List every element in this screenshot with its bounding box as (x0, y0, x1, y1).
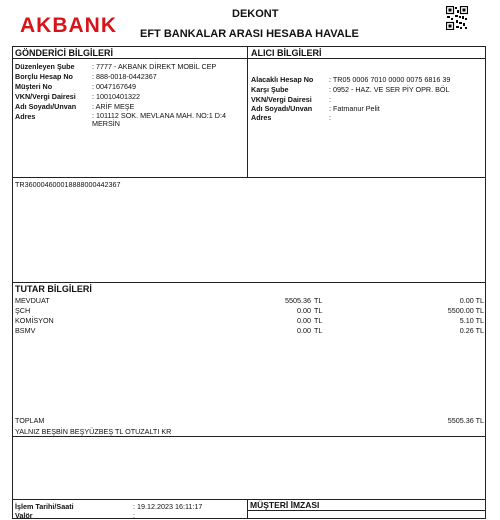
amount-row-label: MEVDUAT (15, 296, 50, 305)
valor-label: Valör (15, 511, 33, 520)
words-underline (12, 436, 486, 437)
amount-row-label: KOMİSYON (15, 316, 54, 325)
akbank-logo: AKBANK (20, 14, 117, 37)
document-title: DEKONT (232, 8, 279, 20)
amount-row-value1: 0.00 (297, 326, 311, 335)
sender-name-value: : ARİF MEŞE (92, 102, 135, 111)
amount-row-value1: 0.00 (297, 316, 311, 325)
amount-row-currency1: TL (314, 306, 323, 315)
footer-top-line (12, 499, 486, 500)
amount-row-value1: 5505.36 (285, 296, 311, 305)
signature-underline (247, 510, 486, 511)
amount-row-currency1: TL (314, 296, 323, 305)
document-subtitle: EFT BANKALAR ARASI HESABA HAVALE (140, 28, 359, 40)
footer-divider (247, 499, 248, 519)
sender-name-label: Adı Soyadı/Unvan (15, 102, 77, 111)
transaction-date-value: : 19.12.2023 16:11:17 (133, 502, 203, 511)
sender-address-value: : 101112 SOK. MEVLANA MAH. NO:1 D:4 MERSİN (92, 111, 226, 128)
amount-row-currency1: TL (314, 326, 323, 335)
receiver-tax-value: : (329, 95, 331, 104)
receiver-heading: ALICI BİLGİLERİ (251, 48, 322, 58)
transfer-description: TR360004600018888000442367 (15, 180, 121, 189)
amount-row-label: ŞCH (15, 306, 31, 315)
sender-account-label: Borçlu Hesap No (15, 72, 73, 81)
receiver-branch-label: Karşı Şube (251, 85, 289, 94)
total-label: TOPLAM (15, 416, 45, 425)
sender-tax-label: VKN/Vergi Dairesi (15, 92, 76, 101)
receiver-tax-label: VKN/Vergi Dairesi (251, 95, 312, 104)
sender-account-value: : 888-0018-0442367 (92, 72, 157, 81)
amounts-heading: TUTAR BİLGİLERİ (15, 284, 92, 294)
receiver-name-value: : Fatmanur Pelit (329, 104, 380, 113)
receiver-account-value: : TR05 0006 7010 0000 0075 6816 39 (329, 75, 451, 84)
amount-row-value2: 5.10 TL (459, 316, 484, 325)
signature-heading: MÜŞTERİ İMZASI (250, 500, 320, 510)
sender-branch-label: Düzenleyen Şube (15, 62, 75, 71)
transaction-date-label: İşlem Tarihi/Saati (15, 502, 74, 511)
sender-customer-value: : 0047167649 (92, 82, 136, 91)
receipt-document (12, 4, 486, 519)
qr-code-icon (446, 6, 468, 30)
valor-value: : (133, 511, 135, 520)
total-value: 5505.36 TL (447, 416, 484, 425)
receiver-name-label: Adı Soyadı/Unvan (251, 104, 313, 113)
amount-row-value2: 0.26 TL (459, 326, 484, 335)
receiver-account-label: Alacaklı Hesap No (251, 75, 314, 84)
amount-row-label: BSMV (15, 326, 36, 335)
sender-address-label: Adres (15, 112, 36, 121)
info-divider (247, 46, 248, 177)
amount-row-value1: 0.00 (297, 306, 311, 315)
sender-tax-value: : 10010401322 (92, 92, 140, 101)
amount-row-value2: 5500.00 TL (447, 306, 484, 315)
sender-heading: GÖNDERİCİ BİLGİLERİ (15, 48, 114, 58)
amount-row-currency1: TL (314, 316, 323, 325)
receiver-branch-value: : 0952 - HAZ. VE SER PİY OPR. BÖL (329, 85, 450, 94)
receiver-address-label: Adres (251, 113, 272, 122)
description-top-line (12, 177, 486, 178)
amount-in-words: YALNIZ BEŞBİN BEŞYÜZBEŞ TL OTUZALTI KR (15, 427, 172, 436)
info-header-line (12, 58, 486, 59)
sender-customer-label: Müşteri No (15, 82, 53, 91)
sender-branch-value: : 7777 - AKBANK DİREKT MOBİL CEP (92, 62, 217, 71)
receiver-address-value: : (329, 113, 331, 122)
amount-row-value2: 0.00 TL (459, 296, 484, 305)
amounts-top-line (12, 282, 486, 283)
